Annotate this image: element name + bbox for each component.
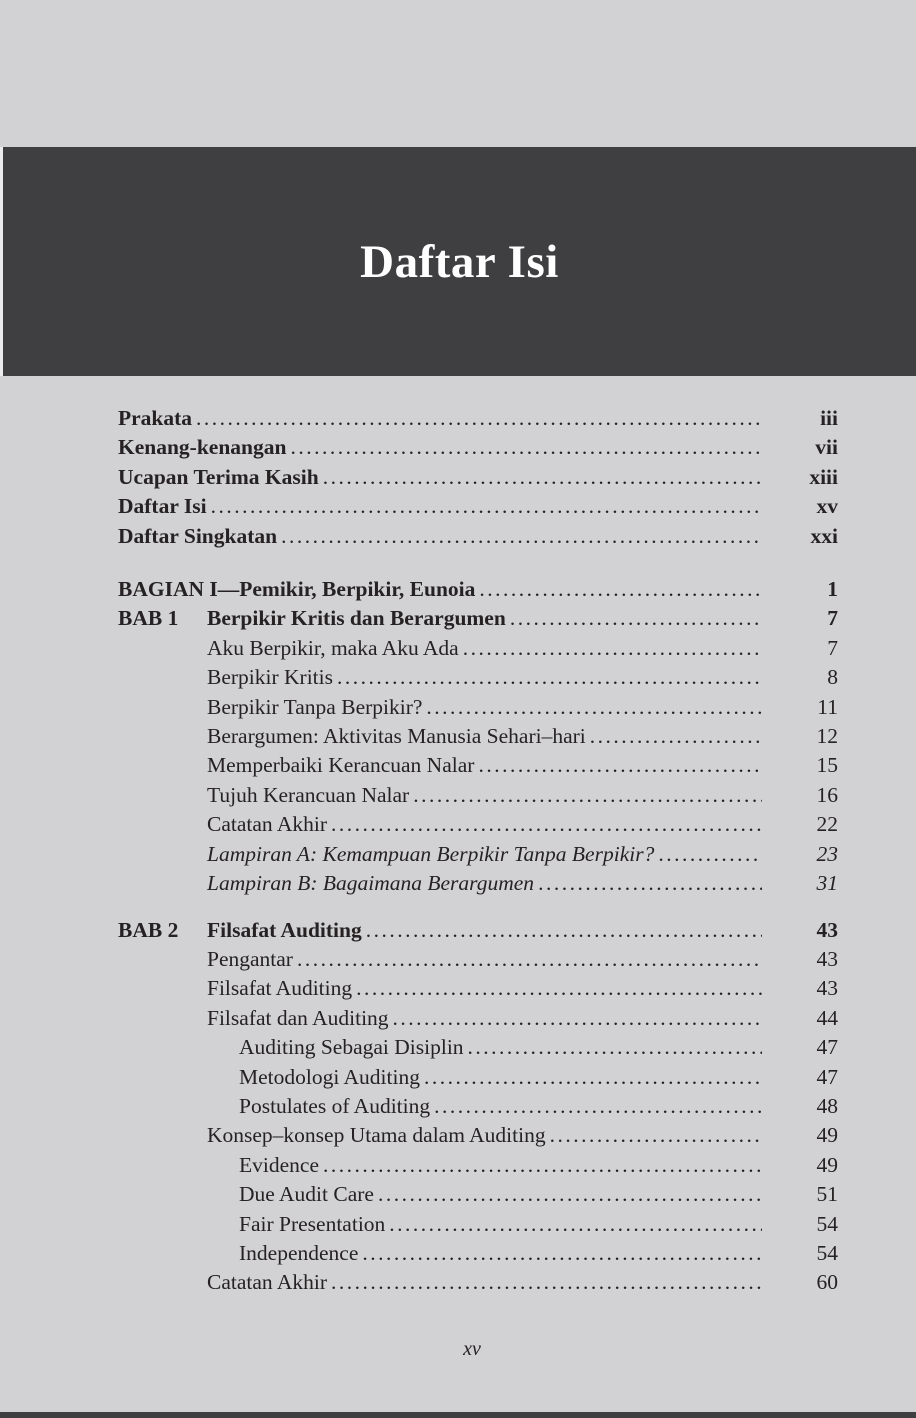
toc-entry-page: 22 (816, 812, 838, 837)
toc-entry-page: 23 (816, 841, 838, 866)
toc-entry-page: xiii (809, 464, 838, 489)
toc-entry-prefix: BAB 2 (118, 917, 179, 942)
toc-entry-page: 16 (816, 782, 838, 807)
toc-dot-leader (281, 522, 762, 551)
toc-entry[interactable] (118, 945, 838, 974)
toc-entry-page: 49 (816, 1123, 838, 1148)
toc-dot-leader (413, 781, 762, 810)
toc-dot-leader (331, 1268, 762, 1297)
toc-dot-leader (510, 604, 762, 633)
toc-entry-page: 54 (816, 1240, 838, 1265)
toc-entry-page: 11 (817, 694, 838, 719)
toc-entry[interactable] (118, 1210, 838, 1239)
toc-entry-prefix: BAB 1 (118, 606, 179, 631)
toc-entry[interactable] (118, 869, 838, 898)
toc-entry-label: Daftar Isi (118, 494, 207, 519)
toc-entry-label: Auditing Sebagai Disiplin (239, 1035, 464, 1060)
toc-entry[interactable] (118, 604, 838, 633)
toc-entry-label: Lampiran B: Bagaimana Berargumen (207, 871, 535, 896)
toc-entry-page: 15 (816, 753, 838, 778)
toc-entry[interactable] (118, 634, 838, 663)
toc-entry-label: Evidence (239, 1152, 319, 1177)
toc-dot-leader (362, 1239, 762, 1268)
toc-dot-leader (538, 869, 762, 898)
toc-entry-page: iii (820, 406, 838, 430)
toc-dot-leader (366, 916, 762, 945)
toc-entry[interactable] (118, 463, 838, 492)
toc-entry[interactable] (118, 1239, 838, 1268)
toc-entry-label: Due Audit Care (239, 1182, 374, 1207)
toc-entry-label: Prakata (118, 406, 193, 430)
toc-entry-label: Filsafat Auditing (207, 976, 353, 1001)
toc-entry-page: 47 (816, 1064, 838, 1089)
page-title: Daftar Isi (360, 235, 559, 288)
toc-dot-leader (378, 1180, 762, 1209)
toc-entry[interactable] (118, 1180, 838, 1209)
toc-entry-label: Catatan Akhir (207, 812, 328, 837)
toc-entry-page: 44 (816, 1005, 838, 1030)
toc-dot-leader (550, 1121, 762, 1150)
toc-dot-leader (426, 693, 762, 722)
toc-entry[interactable] (118, 433, 838, 462)
toc-entry[interactable] (118, 722, 838, 751)
toc-entry[interactable] (118, 1092, 838, 1121)
toc-entry-page: 51 (816, 1182, 838, 1207)
toc-entry-page: 31 (816, 871, 838, 896)
toc-entry[interactable] (118, 693, 838, 722)
toc-dot-leader (356, 974, 762, 1003)
toc-entry[interactable] (118, 916, 838, 945)
toc-entry-page: xxi (810, 523, 838, 548)
toc-entry-label: Postulates of Auditing (239, 1093, 431, 1118)
toc-dot-leader (323, 1151, 762, 1180)
page-footer (14, 1338, 916, 1361)
toc-entry-label: Independence (239, 1240, 359, 1265)
toc-dot-leader (463, 634, 762, 663)
toc-entry[interactable] (118, 492, 838, 521)
toc-entry-page: 48 (816, 1093, 838, 1118)
toc-entry-label: Filsafat dan Auditing (207, 1005, 389, 1030)
toc-dot-leader (297, 945, 762, 974)
toc-entry-page: 47 (816, 1035, 838, 1060)
chapter-title-band (0, 147, 916, 376)
toc-entry[interactable] (118, 1151, 838, 1180)
toc-entry[interactable] (118, 781, 838, 810)
toc-entry-label: Konsep–konsep Utama dalam Auditing (207, 1123, 546, 1148)
toc-entry[interactable] (118, 810, 838, 839)
toc-entry[interactable] (118, 575, 838, 604)
toc-entry[interactable] (118, 1063, 838, 1092)
toc-entry-page: 43 (816, 946, 838, 971)
toc-dot-leader (478, 751, 762, 780)
toc-entry[interactable] (118, 1268, 838, 1297)
toc-entry-page: 8 (827, 665, 838, 690)
toc-entry-page: 54 (816, 1211, 838, 1236)
toc-entry-label: Lampiran A: Kemampuan Berpikir Tanpa Berpikir? (207, 841, 655, 866)
toc-entry-label: Daftar Singkatan (118, 523, 278, 548)
toc-dot-leader (290, 433, 762, 462)
toc-entry-label: Kenang-kenangan (118, 435, 287, 460)
toc-entry-label: Berpikir Tanpa Berpikir? (207, 694, 423, 719)
toc-entry[interactable] (118, 751, 838, 780)
toc-entry[interactable] (118, 1033, 838, 1062)
toc-entry[interactable] (118, 1004, 838, 1033)
toc-dot-leader (434, 1092, 762, 1121)
toc-entry-page: 1 (827, 577, 838, 602)
toc-dot-leader (196, 404, 762, 433)
toc-entry-label: Ucapan Terima Kasih (118, 464, 319, 489)
toc-dot-leader (393, 1004, 762, 1033)
toc-entry-label: Fair Presentation (239, 1211, 386, 1236)
toc-entry[interactable] (118, 840, 838, 869)
toc-entry-label: Pengantar (207, 946, 293, 971)
toc-dot-leader (424, 1063, 762, 1092)
toc-entry-page: 7 (827, 606, 838, 631)
toc-entry-page: 43 (816, 917, 838, 942)
toc-entry-label: Filsafat Auditing (207, 917, 362, 942)
toc-entry-page: 7 (827, 635, 838, 660)
toc-dot-leader (468, 1033, 762, 1062)
toc-entry-label: Berargumen: Aktivitas Manusia Sehari–hari (207, 724, 586, 749)
toc-entry-label: Memperbaiki Kerancuan Nalar (207, 753, 475, 778)
toc-dot-leader (479, 575, 762, 604)
toc-entry[interactable] (118, 663, 838, 692)
toc-entry-page: 49 (816, 1152, 838, 1177)
table-of-contents (118, 404, 838, 1298)
toc-dot-leader (323, 463, 762, 492)
toc-entry-label: BAGIAN I—Pemikir, Berpikir, Eunoia (118, 577, 476, 602)
toc-dot-leader (211, 492, 762, 521)
toc-entry-label: Berpikir Kritis (207, 665, 333, 690)
toc-entry-page: 60 (816, 1270, 838, 1295)
toc-entry-page: 43 (816, 976, 838, 1001)
toc-entry-label: Catatan Akhir (207, 1270, 328, 1295)
toc-dot-leader (331, 810, 762, 839)
toc-entry-page: xv (816, 494, 838, 519)
toc-dot-leader (337, 663, 762, 692)
toc-entry-page: 12 (816, 724, 838, 749)
toc-entry-page: vii (815, 435, 838, 460)
toc-dot-leader (658, 840, 762, 869)
toc-dot-leader (389, 1210, 762, 1239)
folio-page-number: xv (463, 1338, 481, 1360)
toc-entry-label: Berpikir Kritis dan Berargumen (207, 606, 506, 631)
toc-entry[interactable] (118, 1121, 838, 1150)
toc-entry-label: Metodologi Auditing (239, 1064, 420, 1089)
toc-entry[interactable] (118, 974, 838, 1003)
toc-entry-label: Aku Berpikir, maka Aku Ada (207, 635, 459, 660)
toc-dot-leader (590, 722, 762, 751)
toc-entry[interactable] (118, 404, 838, 433)
page-bottom-edge (0, 1412, 916, 1418)
toc-entry-label: Tujuh Kerancuan Nalar (207, 782, 410, 807)
toc-entry[interactable] (118, 522, 838, 551)
